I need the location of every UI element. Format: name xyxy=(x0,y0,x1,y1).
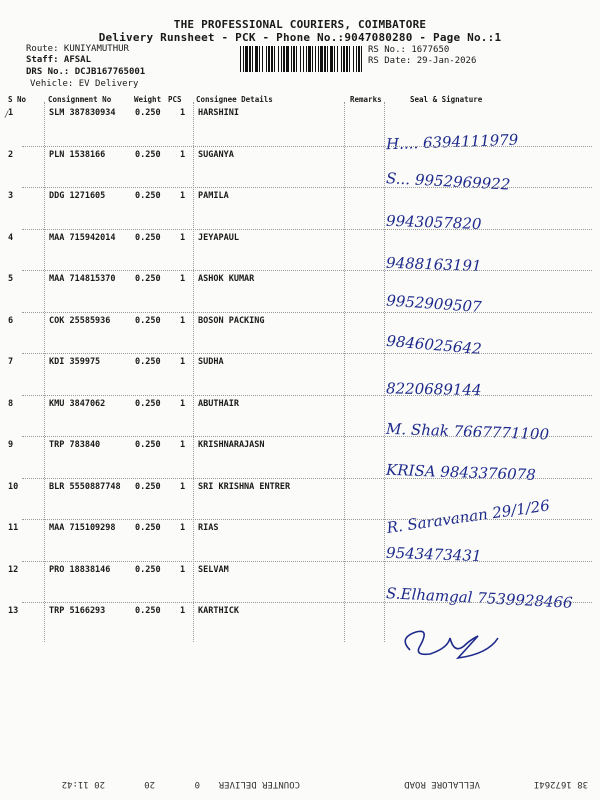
row-consignment-no: COK 25585936 xyxy=(49,315,111,326)
row-consignee: HARSHINI xyxy=(198,108,239,118)
row-consignment-no: PRO 18838146 xyxy=(49,564,111,575)
row-weight: 0.250 xyxy=(135,191,161,201)
row-weight: 0.250 xyxy=(135,564,161,575)
col-consignment: Consignment No xyxy=(48,95,112,104)
row-sno: 5 xyxy=(8,274,14,284)
row-sno: 12 xyxy=(8,564,19,575)
row-weight: 0.250 xyxy=(135,149,161,160)
row-consignee: BOSON PACKING xyxy=(198,315,265,326)
row-consignment-no: KMU 3847062 xyxy=(49,398,106,409)
row-consignment-no: MAA 714815370 xyxy=(49,274,116,284)
row-sno: 4 xyxy=(8,232,14,243)
row-consignment-no: PLN 1538166 xyxy=(49,149,106,160)
row-divider xyxy=(22,229,592,230)
col-pcs: PCS xyxy=(168,95,182,104)
row-divider xyxy=(22,519,592,520)
signature-text: 9488163191 xyxy=(385,253,482,275)
row-consignment-no: BLR 5550887748 xyxy=(49,481,121,492)
signature-text: 9543473431 xyxy=(385,543,482,566)
row-consignee: SUDHA xyxy=(198,357,224,367)
row-weight: 0.250 xyxy=(135,108,161,118)
row-consignee: KARTHICK xyxy=(198,606,239,616)
row-weight: 0.250 xyxy=(135,606,161,616)
col-consignee: Consignee Details xyxy=(196,95,273,104)
row-consignee: SRI KRISHNA ENTRER xyxy=(198,481,291,492)
footer-time: 20 11:42 xyxy=(61,779,105,789)
signature-text: 8220689144 xyxy=(385,379,482,400)
vehicle-label: Vehicle: EV Delivery xyxy=(30,79,139,89)
signature-text: 9952909507 xyxy=(385,291,483,317)
row-pcs: 1 xyxy=(180,564,186,575)
row-pcs: 1 xyxy=(180,232,186,243)
row-sno: 1 xyxy=(8,108,14,118)
row-pcs: 1 xyxy=(180,108,186,118)
row-consignment-no: MAA 715942014 xyxy=(49,232,116,243)
row-sno: 10 xyxy=(8,481,19,492)
pen-tick-mark: / xyxy=(4,110,10,120)
row-divider xyxy=(22,187,592,188)
footer-code: 38 167264I xyxy=(533,779,588,789)
row-weight: 0.250 xyxy=(135,440,161,450)
footer-strip xyxy=(0,775,600,791)
row-consignee: JEYAPAUL xyxy=(198,232,239,243)
row-sno: 8 xyxy=(8,398,14,409)
footer-day: 20 xyxy=(144,779,155,789)
rs-number: RS No.: 1677650 xyxy=(368,45,450,55)
row-consignment-no: DDG 1271605 xyxy=(49,191,106,201)
footer-count: 0 xyxy=(194,779,200,789)
row-consignee: ASHOK KUMAR xyxy=(198,274,255,284)
signature-text: KRISA 9843376078 xyxy=(385,460,537,484)
row-consignment-no: TRP 783840 xyxy=(49,440,101,450)
runsheet-subtitle: Delivery Runsheet - PCK - Phone No.:9047080280 - Page No.:1 xyxy=(98,31,502,44)
drs-number: DRS No.: DCJB167765001 xyxy=(26,67,146,77)
row-divider xyxy=(22,561,592,562)
row-pcs: 1 xyxy=(180,398,186,409)
row-divider xyxy=(22,436,592,437)
row-consignee: RIAS xyxy=(198,523,219,533)
row-pcs: 1 xyxy=(180,440,186,450)
barcode-image xyxy=(240,46,362,72)
row-pcs: 1 xyxy=(180,357,186,367)
row-divider xyxy=(22,312,592,313)
row-consignment-no: MAA 715109298 xyxy=(49,523,116,533)
signature-scribble xyxy=(405,631,498,658)
row-weight: 0.250 xyxy=(135,398,161,409)
row-pcs: 1 xyxy=(180,274,186,284)
row-pcs: 1 xyxy=(180,191,186,201)
row-sno: 3 xyxy=(8,191,14,201)
row-consignment-no: KDI 359975 xyxy=(49,357,101,367)
row-pcs: 1 xyxy=(180,523,186,533)
row-divider xyxy=(22,478,592,479)
footer-status: COUNTER DELIVER xyxy=(218,779,300,789)
row-sno: 6 xyxy=(8,315,14,326)
signature-text: H.... 6394111979 xyxy=(385,130,519,154)
row-sno: 9 xyxy=(8,440,14,450)
row-consignee: SUGANYA xyxy=(198,149,234,160)
row-consignee: ABUTHAIR xyxy=(198,398,239,409)
row-sno: 13 xyxy=(8,606,19,616)
row-consignee: SELVAM xyxy=(198,564,229,575)
row-consignment-no: SLM 387830934 xyxy=(49,108,116,118)
signature-text: M. Shak 7667771100 xyxy=(385,419,550,443)
row-weight: 0.250 xyxy=(135,481,161,492)
signature-text: 9943057820 xyxy=(385,211,482,234)
row-divider xyxy=(22,146,592,147)
col-sno: S No xyxy=(8,95,27,104)
col-remarks: Remarks xyxy=(350,95,382,104)
row-sno: 11 xyxy=(8,523,19,533)
row-pcs: 1 xyxy=(180,606,186,616)
handwritten-signature xyxy=(380,620,600,680)
row-divider xyxy=(22,395,592,396)
row-divider xyxy=(22,353,592,354)
row-consignee: KRISHNARAJASN xyxy=(198,440,265,450)
row-consignment-no: TRP 5166293 xyxy=(49,606,106,616)
staff-label: Staff: AFSAL xyxy=(26,55,92,65)
row-pcs: 1 xyxy=(180,481,186,492)
route-label: Route: KUNIYAMUTHUR xyxy=(26,44,129,54)
row-sno: 2 xyxy=(8,149,14,160)
signature-text: R. Saravanan 29/1/26 xyxy=(385,495,551,537)
signature-text: S.Elhamgal 7539928466 xyxy=(385,583,574,612)
signature-text: 9846025642 xyxy=(385,331,483,358)
row-divider xyxy=(22,270,592,271)
row-weight: 0.250 xyxy=(135,274,161,284)
col-weight: Weight xyxy=(134,95,162,104)
footer-area: VELLALORE ROAD xyxy=(404,779,480,789)
row-sno: 7 xyxy=(8,357,14,367)
rs-date: RS Date: 29-Jan-2026 xyxy=(368,56,477,66)
row-weight: 0.250 xyxy=(135,357,161,367)
row-pcs: 1 xyxy=(180,315,186,326)
row-divider xyxy=(22,602,592,603)
col-seal-signature: Seal & Signature xyxy=(410,95,483,104)
row-pcs: 1 xyxy=(180,149,186,160)
row-weight: 0.250 xyxy=(135,232,161,243)
row-consignee: PAMILA xyxy=(198,191,229,201)
row-weight: 0.250 xyxy=(135,315,161,326)
signature-text: S... 9952969922 xyxy=(385,168,511,194)
row-weight: 0.250 xyxy=(135,523,161,533)
company-title: THE PROFESSIONAL COURIERS, COIMBATORE xyxy=(173,18,427,31)
